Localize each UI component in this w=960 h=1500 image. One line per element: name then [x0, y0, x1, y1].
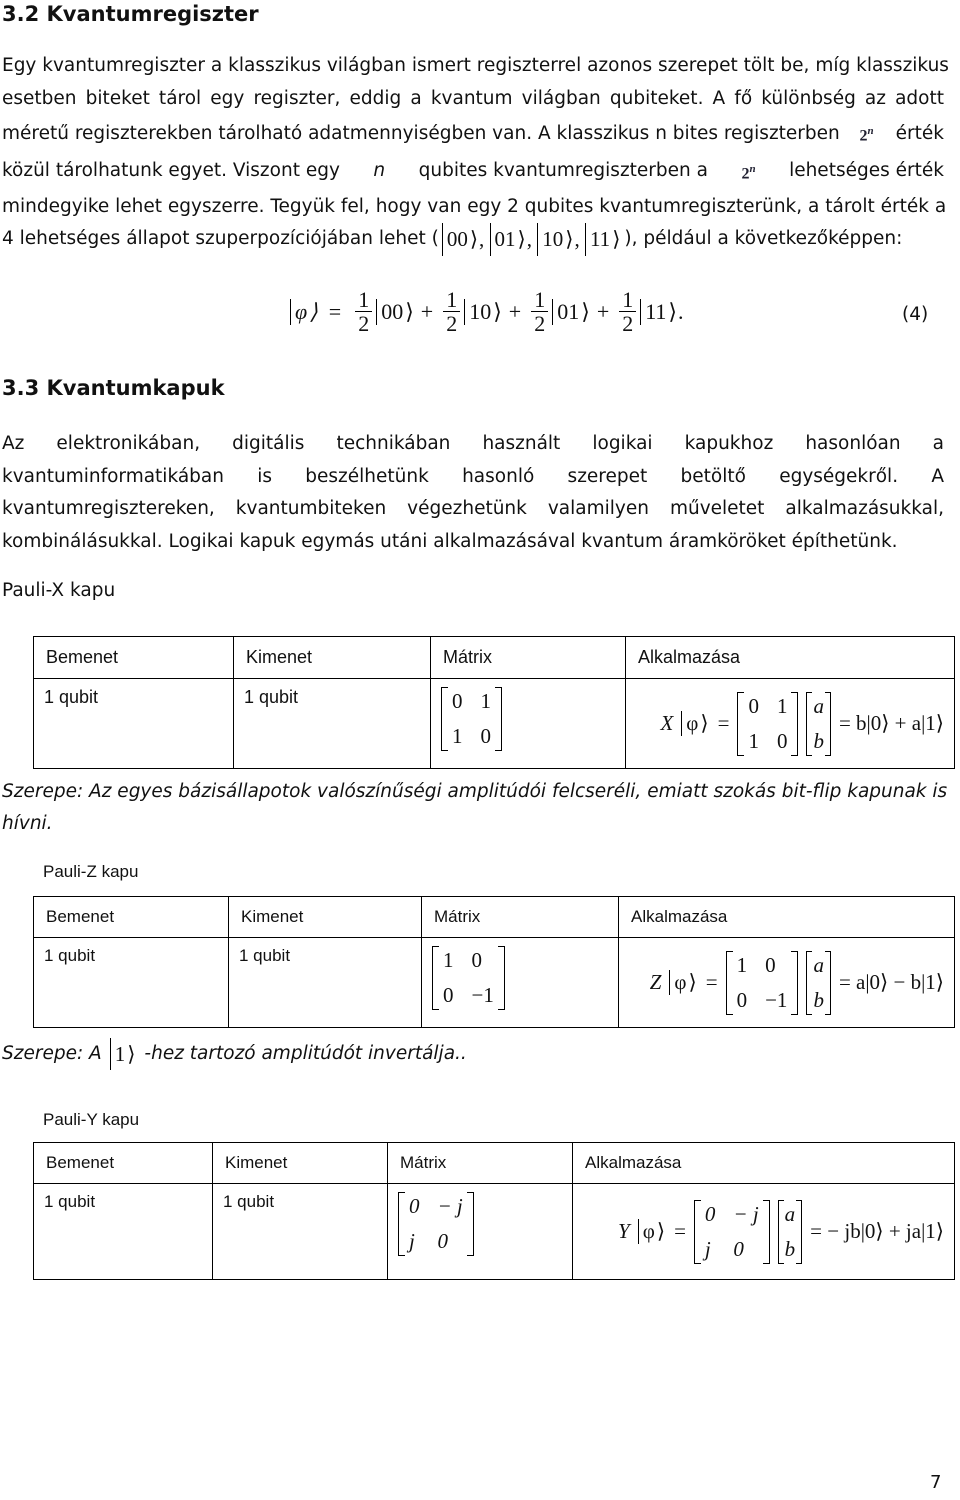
- header-input: Bemenet: [34, 1143, 213, 1184]
- note-text: -hez tartozó amplitúdót invertálja..: [144, 1043, 467, 1064]
- cell-input: 1 qubit: [34, 1184, 213, 1280]
- para2-line-3: kvantumregisztereken, kvantumbiteken végezhetünk valamilyen műveletet alkalmazásukkal,: [2, 498, 944, 519]
- pauli-x-title: Pauli-X kapu: [2, 580, 116, 601]
- para2-line-4: kombinálásukkal. Logikai kapuk egymás utáni alkalmazásával kvantum áramköröket építhetünk.: [2, 530, 898, 552]
- pauli-z-matrix: 1 0 0 −1: [432, 946, 505, 1010]
- cell-matrix: [422, 938, 619, 1028]
- header-input: Bemenet: [34, 897, 229, 938]
- pauli-z-title: Pauli-Z kapu: [43, 862, 139, 881]
- pauli-x-note: Szerepe: Az egyes bázisállapotok valószínűségi amplitúdói felcseréli, emiatt szokás bit-flip kapunak is hívni.: [2, 781, 948, 834]
- equals-sign: =: [328, 298, 342, 324]
- para1-line-6-b: ), például a következőképpen:: [624, 228, 903, 250]
- power-of-two: 2$^n$: [741, 162, 756, 183]
- ket-01: 01 ⟩: [490, 223, 527, 256]
- ket-term: 01 ⟩: [552, 299, 591, 325]
- cell-application: [626, 679, 955, 769]
- cell-application: [573, 1184, 955, 1280]
- para1-line-4: [2, 153, 944, 191]
- section-heading-register: 3.2 Kvantumregiszter: [2, 2, 259, 26]
- para1-line-3-text: méretű regiszterekben tárolható adatmennyiségben van. A klasszikus n bites regiszterben: [2, 122, 840, 144]
- para1-line-4-a: közül tárolhatunk egyet. Viszont egy: [2, 160, 340, 182]
- para1-line-1: Egy kvantumregiszter a klasszikus világban ismert regiszterrel azonos szerepet tölt be, míg klasszikus: [2, 55, 949, 76]
- plus-sign: +: [508, 298, 522, 324]
- para1-line-4-c: lehetséges érték: [789, 160, 944, 182]
- operator-symbol: X: [660, 711, 674, 735]
- pauli-z-note: [2, 1038, 467, 1070]
- ket-10: 10 ⟩: [537, 223, 574, 256]
- operator-symbol: Y: [618, 1219, 630, 1243]
- power-of-two: 2$^n$: [859, 125, 874, 145]
- header-application: Alkalmazása: [626, 637, 955, 679]
- phi-ket: φ ⟩: [290, 299, 319, 325]
- para1-line: [2, 50, 949, 83]
- para1-line-6: [2, 223, 944, 256]
- register-paragraph: [2, 50, 949, 256]
- header-application: Alkalmazása: [573, 1143, 955, 1184]
- pauli-y-title: Pauli-Y kapu: [43, 1110, 140, 1129]
- ket-term: 00 ⟩: [376, 299, 415, 325]
- header-input: Bemenet: [34, 637, 234, 679]
- cell-matrix: [431, 679, 626, 769]
- basis-states: 00 ⟩ , 01 ⟩ , 10 ⟩ , 11 ⟩: [442, 223, 622, 256]
- header-matrix: Mátrix: [431, 637, 626, 679]
- para1-line-3: [2, 115, 944, 153]
- header-matrix: Mátrix: [422, 897, 619, 938]
- pauli-x-application: X φ ⟩ = 0 1 1 0 a b = b|0⟩ + a|1⟩: [636, 692, 944, 756]
- equation-number: (4): [902, 304, 929, 325]
- header-output: Kimenet: [213, 1143, 388, 1184]
- plus-sign: +: [596, 298, 610, 324]
- para1-line-6-a: 4 lehetséges állapot szuperpozíciójában lehet (: [2, 228, 439, 250]
- equation-period: .: [678, 298, 684, 324]
- pauli-x-matrix: 0 1 1 0: [441, 687, 502, 751]
- ket-11: 11 ⟩: [585, 223, 621, 256]
- ket-one: 1 ⟩: [110, 1038, 137, 1070]
- para1-line-2: esetben biteket tárol egy regiszter, eddig a kvantum világban qubiteket. A fő különbség az adott: [2, 87, 944, 109]
- header-output: Kimenet: [234, 637, 431, 679]
- coefficient: $\frac{1}{2}$: [443, 288, 460, 335]
- gates-paragraph: [2, 428, 944, 558]
- cell-input: 1 qubit: [34, 938, 229, 1028]
- pauli-y-matrix: 0 − j j 0: [398, 1192, 474, 1256]
- para2-line-1: Az elektronikában, digitális technikában használt logikai kapukhoz hasonlóan a: [2, 433, 944, 454]
- header-application: Alkalmazása: [619, 897, 955, 938]
- var-n: n: [373, 160, 386, 182]
- cell-output: 1 qubit: [229, 938, 422, 1028]
- ket-00: 00 ⟩: [442, 223, 479, 256]
- plus-sign: +: [420, 298, 434, 324]
- pauli-y-result: = − jb|0⟩ + ja|1⟩: [810, 1219, 944, 1243]
- ket-term: 10 ⟩: [464, 299, 503, 325]
- pauli-z-application: Z φ ⟩ = 1 0 0 −1 a b = a|0⟩ − b|1⟩: [629, 951, 944, 1015]
- cell-input: 1 qubit: [34, 679, 234, 769]
- coefficient: $\frac{1}{2}$: [619, 288, 636, 335]
- para1-line-3-end: érték: [895, 122, 944, 144]
- para1-line-5: mindegyike lehet egyszerre. Tegyük fel, hogy van egy 2 qubites kvantumregiszterünk, a tárolt érték a: [2, 195, 947, 217]
- ket-term: 11 ⟩: [640, 299, 678, 325]
- cell-output: 1 qubit: [213, 1184, 388, 1280]
- pauli-x-result: = b|0⟩ + a|1⟩: [838, 711, 944, 735]
- cell-application: [619, 938, 955, 1028]
- superposition-equation: [290, 288, 684, 335]
- page-number: 7: [930, 1472, 942, 1493]
- note-text: Szerepe: A: [2, 1043, 102, 1064]
- pauli-y-table: [33, 1142, 955, 1280]
- coefficient: $\frac{1}{2}$: [355, 288, 372, 335]
- header-matrix: Mátrix: [388, 1143, 573, 1184]
- coefficient: $\frac{1}{2}$: [531, 288, 548, 335]
- pauli-x-table: [33, 636, 955, 769]
- cell-matrix: [388, 1184, 573, 1280]
- para2-line-2: kvantuminformatikában is beszélhetünk hasonló szerepet betöltő egységekről. A: [2, 465, 944, 487]
- pauli-z-result: = a|0⟩ − b|1⟩: [838, 970, 944, 994]
- header-output: Kimenet: [229, 897, 422, 938]
- pauli-z-table: [33, 896, 955, 1028]
- operator-symbol: Z: [649, 970, 662, 994]
- pauli-y-application: Y φ ⟩ = 0 − j j 0 a b = − jb|0⟩ + ja|1⟩: [583, 1200, 944, 1264]
- para1-line-4-b: qubites kvantumregiszterben a: [418, 160, 708, 182]
- section-heading-gates: 3.3 Kvantumkapuk: [2, 376, 225, 400]
- cell-output: 1 qubit: [234, 679, 431, 769]
